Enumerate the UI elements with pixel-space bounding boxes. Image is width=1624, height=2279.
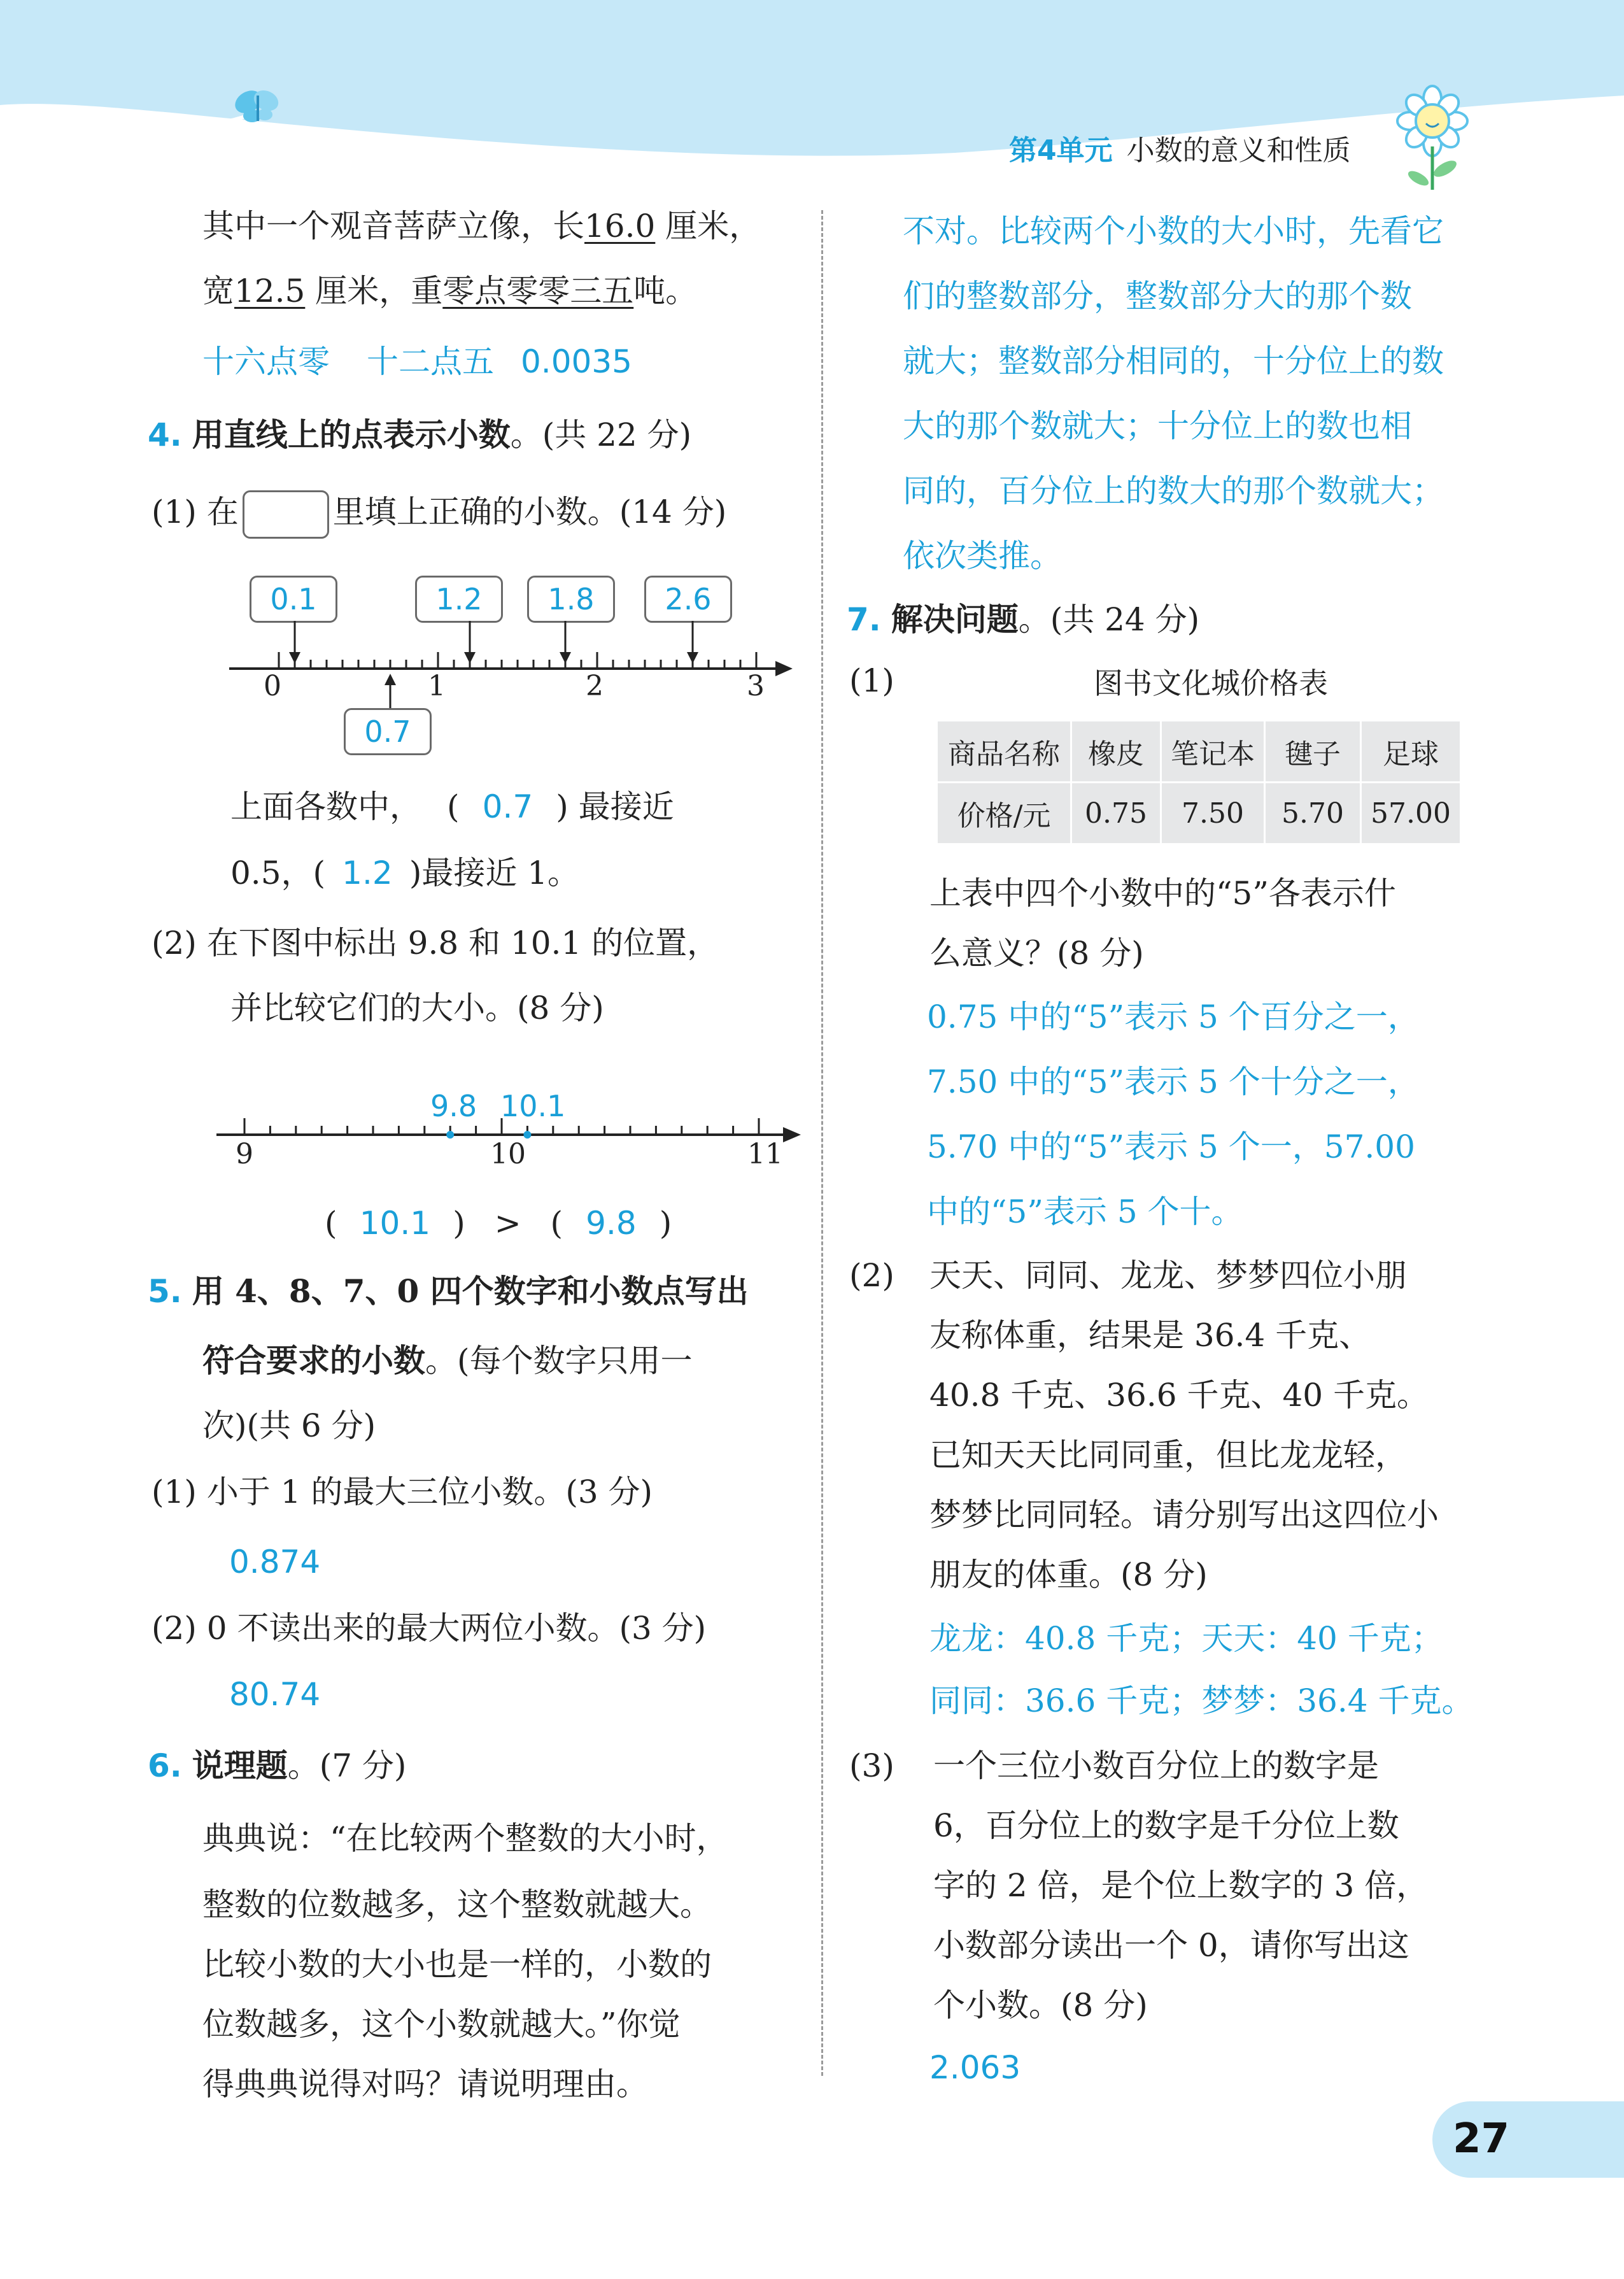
q7-part2-line: 已知天天比同同重，但比龙龙轻， [929,1437,1407,1473]
q7-part1-answer-line: 7.50 中的“5”表示 5 个十分之一， [927,1063,1420,1100]
number-line2-tick-label: 10 [490,1138,526,1170]
number-line2-arrow-icon [783,1127,801,1142]
q4-comparison: ( 10.1 ) > ( 9.8 ) [325,1205,672,1242]
table-header-cell: 橡皮 [1071,721,1161,783]
number-line1-label: 1.8 [527,576,615,623]
q7-part1-answer-line: 5.70 中的“5”表示 5 个一，57.00 [927,1128,1415,1165]
q7-part3-line: 个小数。(8 分) [933,1987,1148,2024]
q3-text-line2: 宽12.5 厘米，重零点零零三五吨。 [202,273,698,309]
q7-part1-question: 么意义？(8 分) [929,935,1144,972]
q5-line2: 符合要求的小数。(每个数字只用一 [202,1342,693,1379]
q7-part1-answer-line: 中的“5”表示 5 个十。 [927,1193,1243,1230]
q5-line3: 次)(共 6 分) [202,1407,376,1444]
number-line1-tick-label: 3 [747,670,765,702]
q6-answer-line: 不对。比较两个小数的大小时，先看它 [903,213,1444,250]
q6-text-line: 位数越多，这个小数就越大。”你觉 [202,2006,681,2043]
q4-part1-question-line2: 0.5，( 1.2 )最接近 1。 [230,855,580,891]
page-number-badge [1432,2101,1624,2178]
q4-heading: 4. 用直线上的点表示小数。(共 22 分) [148,416,692,453]
q6-text-line: 典典说：“在比较两个整数的大小时， [202,1820,728,1857]
q5-part1: (1) 小于 1 的最大三位小数。(3 分) [152,1473,653,1510]
q6-answer-line: 大的那个数就大；十分位上的数也相 [903,408,1412,444]
number-line1-tick-label: 1 [428,670,446,702]
q5-part2-answer: 80.74 [229,1676,321,1713]
q7-part2-line: 天天、同同、龙龙、梦梦四位小朋 [929,1257,1407,1294]
q4-part1-question-line1: 上面各数中， ( 0.7 ) 最接近 [230,788,674,825]
number-line1-label: 0.7 [344,708,432,755]
q6-answer-line: 同的，百分位上的数大的那个数就大； [903,472,1444,509]
q7-heading: 7. 解决问题。(共 24 分) [847,600,1200,638]
number-line1-tick-label: 2 [586,670,604,702]
q4-part2-line1: (2) 在下图中标出 9.8 和 10.1 的位置， [152,925,719,962]
number-line1-label: 0.1 [250,576,337,623]
q7-part2-line: 40.8 千克、36.6 千克、40 千克。 [929,1377,1429,1414]
table-cell: 57.00 [1361,783,1461,844]
q6-text-line: 整数的位数越多，这个整数就越大。 [202,1886,712,1923]
q7-part2-label: (2) [849,1257,894,1294]
price-table-title: 图书文化城价格表 [1094,666,1328,700]
q6-text-line: 比较小数的大小也是一样的，小数的 [202,1946,712,1983]
q7-part3-line: 一个三位小数百分位上的数字是 [933,1747,1379,1784]
unit-number: 第4单元 [1009,134,1113,167]
q7-part3-line: 小数部分读出一个 0，请你写出这 [933,1927,1409,1964]
table-cell: 价格/元 [937,783,1071,844]
page-number: 27 [1453,2115,1510,2162]
q4-part1-prompt: (1) 在 里填上正确的小数。(14 分) [152,490,726,539]
q5-part2: (2) 0 不读出来的最大两位小数。(3 分) [152,1610,707,1647]
q7-part2-line: 友称体重，结果是 36.4 千克、 [929,1317,1371,1354]
table-header-cell: 足球 [1361,721,1461,783]
q7-part1-question: 上表中四个小数中的“5”各表示什 [929,875,1396,912]
marked-point-icon [446,1131,454,1139]
q6-heading: 6. 说理题。(7 分) [148,1747,407,1784]
price-table [936,720,1462,845]
number-line1-label: 1.2 [415,576,503,623]
table-row [937,783,1461,844]
q4-part2-line2: 并比较它们的大小。(8 分) [230,990,604,1026]
number-line1-label: 2.6 [644,576,732,623]
q7-part2-line: 梦梦比同同轻。请分别写出这四位小 [929,1496,1439,1533]
q7-part2-answer-line: 同同：36.6 千克；梦梦：36.4 千克。 [929,1682,1474,1719]
q7-part3-line: 6，百分位上的数字是千分位上数 [933,1807,1399,1844]
table-cell: 5.70 [1265,783,1361,844]
table-row [937,721,1461,783]
table-cell: 7.50 [1161,783,1265,844]
number-line2-tick-label: 11 [747,1138,783,1170]
table-cell: 0.75 [1071,783,1161,844]
q7-part3-label: (3) [849,1747,894,1784]
q7-part1-label: (1) [849,662,894,699]
q6-answer-line: 依次类推。 [903,537,1062,574]
q3-text-line1: 其中一个观音菩萨立像，长16.0 厘米， [202,208,761,245]
q5-part1-answer: 0.874 [229,1544,321,1580]
number-line2-tick-label: 9 [236,1138,253,1170]
table-header-cell: 笔记本 [1161,721,1265,783]
q7-part2-answer-line: 龙龙：40.8 千克；天天：40 千克； [929,1620,1443,1657]
q7-part3-answer: 2.063 [929,2049,1021,2086]
q5-line1: 5. 用 4、8、7、0 四个数字和小数点写出 [148,1272,749,1310]
q6-answer-line: 就大；整数部分相同的，十分位上的数 [903,343,1444,380]
q7-part2-line: 朋友的体重。(8 分) [929,1556,1208,1593]
number-line2-point-label: 9.8 [430,1089,477,1123]
table-header-cell: 商品名称 [937,721,1071,783]
q7-part1-answer-line: 0.75 中的“5”表示 5 个百分之一， [927,998,1420,1035]
q7-part3-line: 字的 2 倍，是个位上数字的 3 倍， [933,1867,1429,1904]
q3-answer: 十六点零 十二点五 0.0035 [202,343,632,380]
table-header-cell: 毽子 [1265,721,1361,783]
q6-answer-line: 们的整数部分，整数部分大的那个数 [903,278,1412,315]
number-line2-point-label: 10.1 [500,1089,566,1123]
unit-name: 小数的意义和性质 [1126,134,1351,167]
number-line1-tick-label: 0 [264,670,281,702]
q6-text-line: 得典典说得对吗？请说明理由。 [202,2066,648,2103]
